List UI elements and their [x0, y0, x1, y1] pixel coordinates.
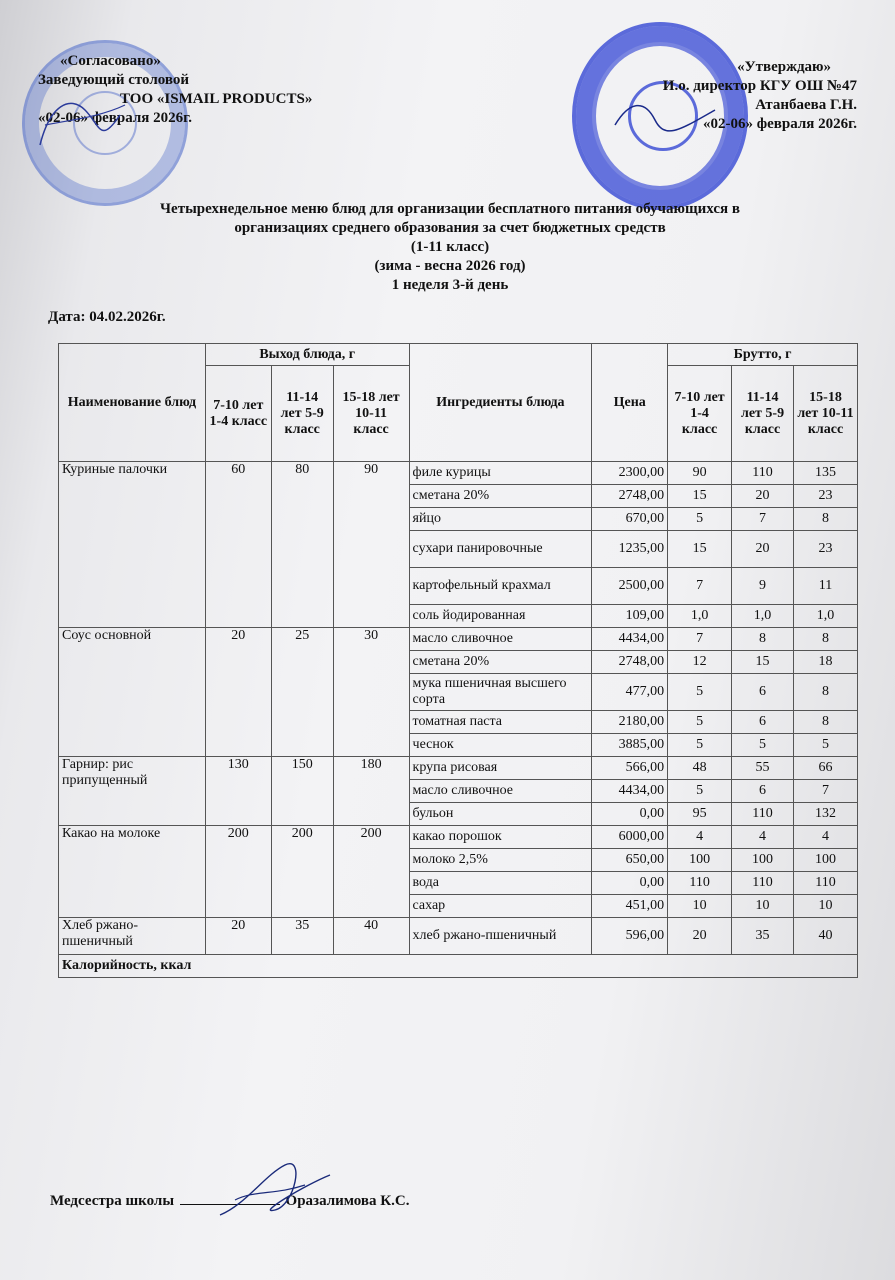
ingredient-price: 0,00 [592, 872, 668, 895]
canteen-head-label: Заведующий столовой [38, 72, 190, 88]
brutto-g3: 40 [793, 918, 857, 955]
brutto-g1: 4 [668, 826, 732, 849]
ingredient-name: соль йодированная [409, 605, 592, 628]
brutto-g1: 100 [668, 849, 732, 872]
brutto-g3: 8 [793, 674, 857, 711]
ingredient-name: крупа рисовая [409, 757, 592, 780]
brutto-g1: 20 [668, 918, 732, 955]
ingredient-price: 451,00 [592, 895, 668, 918]
brutto-g2: 1,0 [732, 605, 794, 628]
brutto-g2: 35 [732, 918, 794, 955]
right-signature [610, 95, 720, 135]
header-ingredients: Ингредиенты блюда [409, 344, 592, 462]
output-g1: 130 [205, 757, 271, 826]
table-row [59, 462, 858, 485]
ingredient-name: масло сливочное [409, 628, 592, 651]
menu-date: Дата: 04.02.2026г. [48, 309, 166, 325]
output-g3: 30 [333, 628, 409, 757]
brutto-g3: 5 [793, 734, 857, 757]
output-g2: 150 [271, 757, 333, 826]
brutto-g2: 110 [732, 872, 794, 895]
brutto-g3: 132 [793, 803, 857, 826]
director-name: Атанбаева Г.Н. [755, 97, 857, 113]
brutto-g2: 6 [732, 674, 794, 711]
brutto-g2: 110 [732, 803, 794, 826]
brutto-g1: 12 [668, 651, 732, 674]
approved-date: «02-06» февраля 2026г. [702, 116, 857, 132]
brutto-g1: 90 [668, 462, 732, 485]
brutto-g1: 5 [668, 711, 732, 734]
ingredient-price: 2748,00 [592, 485, 668, 508]
output-g1: 60 [205, 462, 271, 628]
dish-name: Гарнир: рис припущенный [59, 757, 206, 826]
output-g3: 200 [333, 826, 409, 918]
brutto-g2: 9 [732, 568, 794, 605]
output-g1: 20 [205, 918, 271, 955]
brutto-g3: 100 [793, 849, 857, 872]
header-price: Цена [592, 344, 668, 462]
menu-table [58, 343, 858, 978]
output-g1: 20 [205, 628, 271, 757]
ingredient-price: 3885,00 [592, 734, 668, 757]
brutto-g1: 5 [668, 508, 732, 531]
brutto-g2: 8 [732, 628, 794, 651]
header-output-g3: 15-18 лет 10-11 класс [333, 366, 409, 462]
ingredient-name: сметана 20% [409, 485, 592, 508]
ingredient-name: сухари панировочные [409, 531, 592, 568]
brutto-g2: 110 [732, 462, 794, 485]
agreed-label: «Согласовано» [60, 53, 161, 69]
ingredient-name: хлеб ржано-пшеничный [409, 918, 592, 955]
brutto-g1: 5 [668, 674, 732, 711]
ingredient-price: 1235,00 [592, 531, 668, 568]
header-output: Выход блюда, г [205, 344, 409, 366]
brutto-g1: 110 [668, 872, 732, 895]
ingredient-name: яйцо [409, 508, 592, 531]
ingredient-name: томатная паста [409, 711, 592, 734]
dish-name: Какао на молоке [59, 826, 206, 918]
ingredient-name: чеснок [409, 734, 592, 757]
header-brutto-g2: 11-14 лет 5-9 класс [732, 366, 794, 462]
output-g3: 180 [333, 757, 409, 826]
ingredient-price: 2500,00 [592, 568, 668, 605]
ingredient-price: 2180,00 [592, 711, 668, 734]
calories-row [59, 955, 858, 978]
ingredient-name: масло сливочное [409, 780, 592, 803]
ingredient-price: 4434,00 [592, 628, 668, 651]
nurse-name: Оразалимова К.С. [285, 1193, 410, 1209]
brutto-g3: 8 [793, 711, 857, 734]
ingredient-price: 670,00 [592, 508, 668, 531]
brutto-g3: 10 [793, 895, 857, 918]
brutto-g3: 1,0 [793, 605, 857, 628]
ingredient-name: молоко 2,5% [409, 849, 592, 872]
ingredient-name: вода [409, 872, 592, 895]
table-row [59, 826, 858, 849]
ingredient-name: мука пшеничная высшего сорта [409, 674, 592, 711]
ingredient-name: картофельный крахмал [409, 568, 592, 605]
ingredient-name: какао порошок [409, 826, 592, 849]
brutto-g3: 23 [793, 485, 857, 508]
brutto-g3: 23 [793, 531, 857, 568]
brutto-g2: 6 [732, 711, 794, 734]
ingredient-price: 6000,00 [592, 826, 668, 849]
brutto-g2: 15 [732, 651, 794, 674]
output-g2: 25 [271, 628, 333, 757]
ingredient-name: филе курицы [409, 462, 592, 485]
brutto-g3: 8 [793, 508, 857, 531]
output-g2: 200 [271, 826, 333, 918]
brutto-g2: 7 [732, 508, 794, 531]
brutto-g2: 4 [732, 826, 794, 849]
ingredient-name: сахар [409, 895, 592, 918]
brutto-g3: 4 [793, 826, 857, 849]
brutto-g2: 100 [732, 849, 794, 872]
ingredient-price: 477,00 [592, 674, 668, 711]
brutto-g1: 15 [668, 531, 732, 568]
header-dish-name: Наименование блюд [59, 344, 206, 462]
ingredient-price: 566,00 [592, 757, 668, 780]
table-row [59, 918, 858, 955]
brutto-g3: 18 [793, 651, 857, 674]
brutto-g2: 5 [732, 734, 794, 757]
header-brutto: Брутто, г [668, 344, 858, 366]
brutto-g1: 5 [668, 734, 732, 757]
brutto-g1: 5 [668, 780, 732, 803]
ingredient-price: 109,00 [592, 605, 668, 628]
output-g3: 90 [333, 462, 409, 628]
agreed-date: «02-06» февраля 2026г. [38, 110, 193, 126]
brutto-g1: 48 [668, 757, 732, 780]
brutto-g1: 7 [668, 628, 732, 651]
ingredient-price: 596,00 [592, 918, 668, 955]
header-brutto-g1: 7-10 лет 1-4 класс [668, 366, 732, 462]
approved-label: «Утверждаю» [737, 59, 831, 75]
brutto-g2: 20 [732, 485, 794, 508]
dish-name: Хлеб ржано-пшеничный [59, 918, 206, 955]
document-title: Четырехнедельное меню блюд для организации бесплатного питания обучающихся в организациях среднего образования за счет бюджетных средств (1-11 класс) (зима - весна 2026 год) 1 неделя 3-й день [160, 201, 740, 293]
output-g2: 35 [271, 918, 333, 955]
output-g3: 40 [333, 918, 409, 955]
company-name: ТОО «ISMAIL PRODUCTS» [120, 91, 313, 107]
brutto-g3: 135 [793, 462, 857, 485]
ingredient-price: 2748,00 [592, 651, 668, 674]
brutto-g3: 110 [793, 872, 857, 895]
nurse-signature [215, 1155, 335, 1225]
dish-name: Соус основной [59, 628, 206, 757]
calories-label: Калорийность, ккал [59, 955, 858, 978]
brutto-g1: 1,0 [668, 605, 732, 628]
ingredient-name: бульон [409, 803, 592, 826]
brutto-g1: 15 [668, 485, 732, 508]
brutto-g1: 10 [668, 895, 732, 918]
header-output-g1: 7-10 лет 1-4 класс [205, 366, 271, 462]
brutto-g2: 20 [732, 531, 794, 568]
dish-name: Куриные палочки [59, 462, 206, 628]
brutto-g3: 66 [793, 757, 857, 780]
brutto-g3: 8 [793, 628, 857, 651]
ingredient-price: 4434,00 [592, 780, 668, 803]
ingredient-price: 650,00 [592, 849, 668, 872]
ingredient-name: сметана 20% [409, 651, 592, 674]
header-output-g2: 11-14 лет 5-9 класс [271, 366, 333, 462]
output-g2: 80 [271, 462, 333, 628]
nurse-label: Медсестра школы [50, 1193, 175, 1209]
ingredient-price: 2300,00 [592, 462, 668, 485]
brutto-g1: 7 [668, 568, 732, 605]
table-row [59, 757, 858, 780]
brutto-g3: 7 [793, 780, 857, 803]
left-signature [30, 85, 130, 155]
brutto-g2: 10 [732, 895, 794, 918]
director-label: И.о. директор КГУ ОШ №47 [662, 78, 857, 94]
brutto-g2: 6 [732, 780, 794, 803]
menu-table-body [59, 462, 858, 955]
ingredient-price: 0,00 [592, 803, 668, 826]
header-brutto-g3: 15-18 лет 10-11 класс [793, 366, 857, 462]
output-g1: 200 [205, 826, 271, 918]
table-row [59, 628, 858, 651]
brutto-g1: 95 [668, 803, 732, 826]
brutto-g3: 11 [793, 568, 857, 605]
brutto-g2: 55 [732, 757, 794, 780]
